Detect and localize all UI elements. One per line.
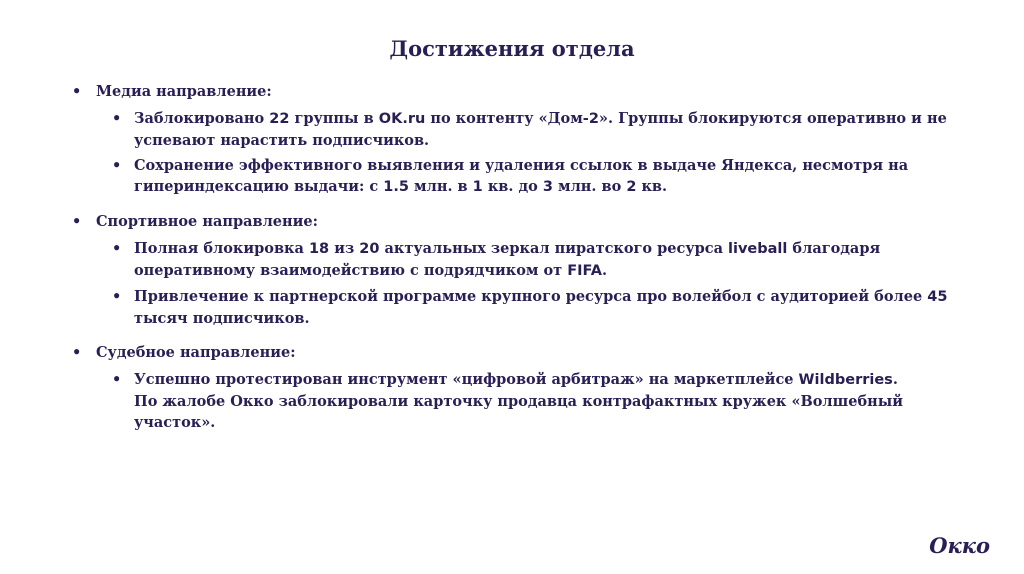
text-run: млн. во [552, 178, 627, 195]
text-run: ». Группы блокируются оперативно и не [598, 110, 947, 127]
text-run: liveball [728, 241, 788, 257]
list-item [112, 369, 972, 433]
section-heading [72, 343, 972, 363]
content-list [72, 82, 972, 447]
text-run: из [329, 240, 360, 257]
text-run: благодаря [787, 240, 881, 257]
sub-list [112, 369, 972, 433]
text-run: кв. [636, 178, 668, 195]
text-run: 18 [308, 241, 330, 257]
text-run: 2 [626, 179, 637, 195]
text-run: OK.ru [378, 111, 426, 127]
bullet-icon: • [72, 344, 82, 361]
section-heading-text: Медиа направление: [96, 83, 272, 100]
slide-title: Достижения отдела [389, 36, 635, 61]
item-line-1 [134, 286, 972, 308]
list-item [112, 238, 972, 282]
text-run: FIFA [567, 263, 602, 279]
text-run: 45 [927, 289, 948, 305]
text-run: по контенту «Дом- [425, 110, 589, 127]
item-line-2: успевают нарастить подписчиков. [134, 132, 430, 149]
item-line-1 [134, 108, 972, 130]
item-line-2 [134, 176, 972, 198]
item-line-1: Сохранение эффективного выявления и удаления ссылок в выдаче Яндекса, несмотря на [134, 157, 909, 174]
section-heading [72, 82, 972, 102]
text-run: . [892, 371, 898, 388]
bullet-icon: • [112, 157, 122, 174]
text-run: 2 [588, 111, 599, 127]
text-run: 20 [359, 241, 380, 257]
bullet-icon: • [72, 83, 82, 100]
item-line-1 [134, 369, 972, 391]
bullet-icon: • [112, 110, 122, 127]
bullet-icon: • [112, 371, 122, 388]
list-item [112, 108, 972, 151]
text-run: Привлечение к партнерской программе крупного ресурса про волейбол с аудиторией более [134, 288, 928, 305]
bullet-icon: • [112, 288, 122, 305]
text-run: 22 [269, 111, 290, 127]
list-item [112, 286, 972, 329]
text-run: оперативному взаимодействию с подрядчиком от [134, 262, 568, 279]
section-heading-text: Судебное направление: [96, 344, 296, 361]
text-run: гипериндексацию выдачи: с [134, 178, 384, 195]
text-run: кв. до [482, 178, 543, 195]
sub-list [112, 108, 972, 198]
section-media [72, 82, 972, 198]
section-sport [72, 212, 972, 329]
text-run: группы в [289, 110, 379, 127]
text-run: Полная блокировка [134, 240, 309, 257]
section-heading-text: Спортивное направление: [96, 213, 318, 230]
section-heading [72, 212, 972, 232]
okko-logo: Окко [929, 533, 990, 558]
item-line-2 [134, 260, 972, 282]
section-court [72, 343, 972, 433]
text-run: Заблокировано [134, 110, 270, 127]
text-run: . [601, 262, 608, 279]
bullet-icon: • [112, 240, 122, 257]
text-run: 1.5 [383, 179, 409, 195]
text-run: актуальных зеркал пиратского ресурса [379, 240, 729, 257]
bullet-icon: • [72, 213, 82, 230]
item-line-1 [134, 238, 972, 260]
text-run: 3 [542, 179, 553, 195]
text-run: Wildberries [798, 372, 893, 388]
text-run: Успешно протестирован инструмент «цифровой арбитраж» на маркетплейсе [134, 371, 799, 388]
item-line-2: тысяч подписчиков. [134, 310, 310, 327]
text-run: 1 [472, 179, 483, 195]
item-line-3: участок». [134, 414, 216, 431]
item-line-2: По жалобе Окко заблокировали карточку продавца контрафактных кружек «Волшебный [134, 393, 904, 410]
list-item [112, 155, 972, 198]
text-run: млн. в [408, 178, 473, 195]
sub-list [112, 238, 972, 329]
